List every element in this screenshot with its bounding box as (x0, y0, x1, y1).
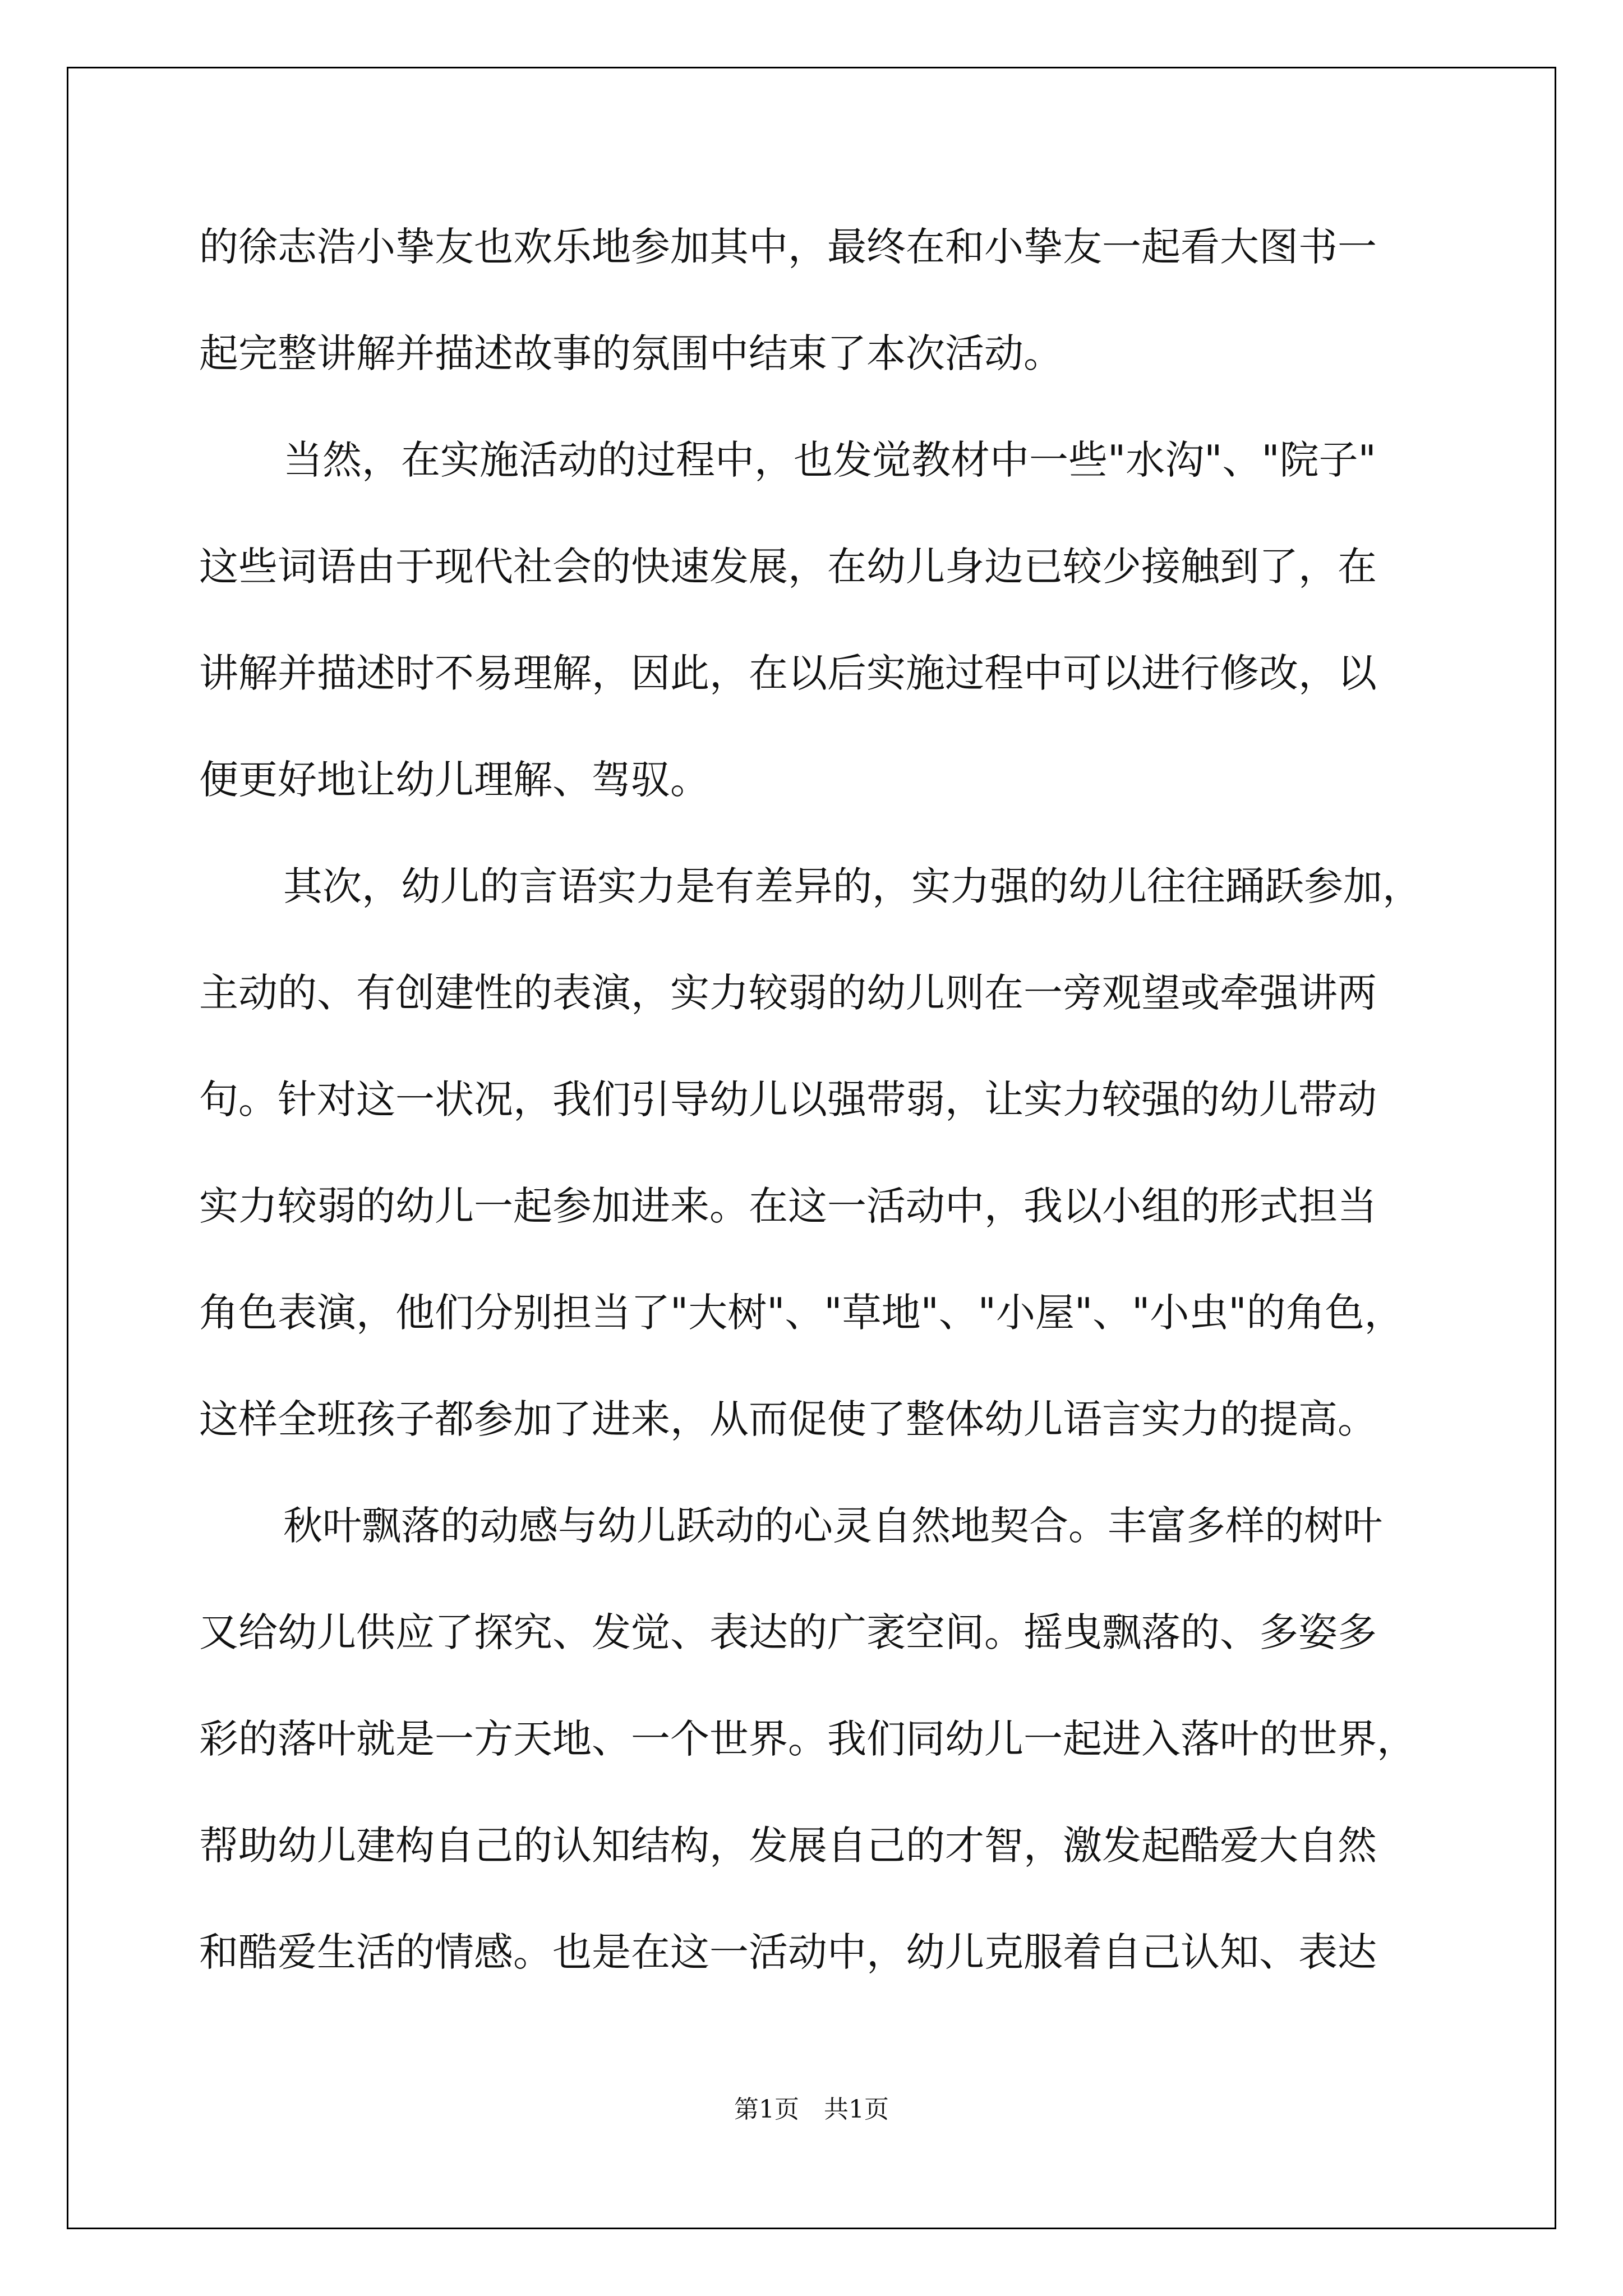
paragraph-start-line: 其次，幼儿的言语实力是有差异的，实力强的幼儿往往踊跃参加， (283, 863, 1422, 909)
text-line: 的徐志浩小挚友也欢乐地参加其中，最终在和小挚友一起看大图书一 (199, 224, 1377, 270)
text-line: 便更好地让幼儿理解、驾驭。 (199, 757, 709, 803)
page-border (67, 67, 1556, 2229)
text-line: 彩的落叶就是一方天地、一个世界。我们同幼儿一起进入落叶的世界， (199, 1716, 1416, 1762)
text-line: 主动的、有创建性的表演，实力较弱的幼儿则在一旁观望或牵强讲两 (199, 970, 1377, 1016)
text-line: 讲解并描述时不易理解，因此，在以后实施过程中可以进行修改，以 (199, 650, 1377, 696)
text-line: 角色表演，他们分别担当了"大树"、"草地"、"小屋"、"小虫"的角色， (199, 1290, 1404, 1336)
text-line: 帮助幼儿建构自己的认知结构，发展自己的才智，激发起酷爱大自然 (199, 1823, 1377, 1869)
paragraph-start-line: 当然，在实施活动的过程中，也发觉教材中一些"水沟"、"院子" (283, 437, 1376, 483)
text-line: 这样全班孩子都参加了进来，从而促使了整体幼儿语言实力的提高。 (199, 1396, 1377, 1442)
page-footer: 第1页 共1页 (734, 2095, 889, 2124)
text-line: 起完整讲解并描述故事的氛围中结束了本次活动。 (199, 330, 1063, 376)
text-line: 和酷爱生活的情感。也是在这一活动中，幼儿克服着自己认知、表达 (199, 1929, 1377, 1975)
text-line: 这些词语由于现代社会的快速发展，在幼儿身边已较少接触到了，在 (199, 544, 1377, 590)
paragraph-start-line: 秋叶飘落的动感与幼儿跃动的心灵自然地契合。丰富多样的树叶 (283, 1503, 1382, 1549)
text-line: 又给幼儿供应了探究、发觉、表达的广袤空间。摇曳飘落的、多姿多 (199, 1609, 1377, 1655)
text-line: 句。针对这一状况，我们引导幼儿以强带弱，让实力较强的幼儿带动 (199, 1076, 1377, 1122)
text-line: 实力较弱的幼儿一起参加进来。在这一活动中，我以小组的形式担当 (199, 1183, 1377, 1229)
